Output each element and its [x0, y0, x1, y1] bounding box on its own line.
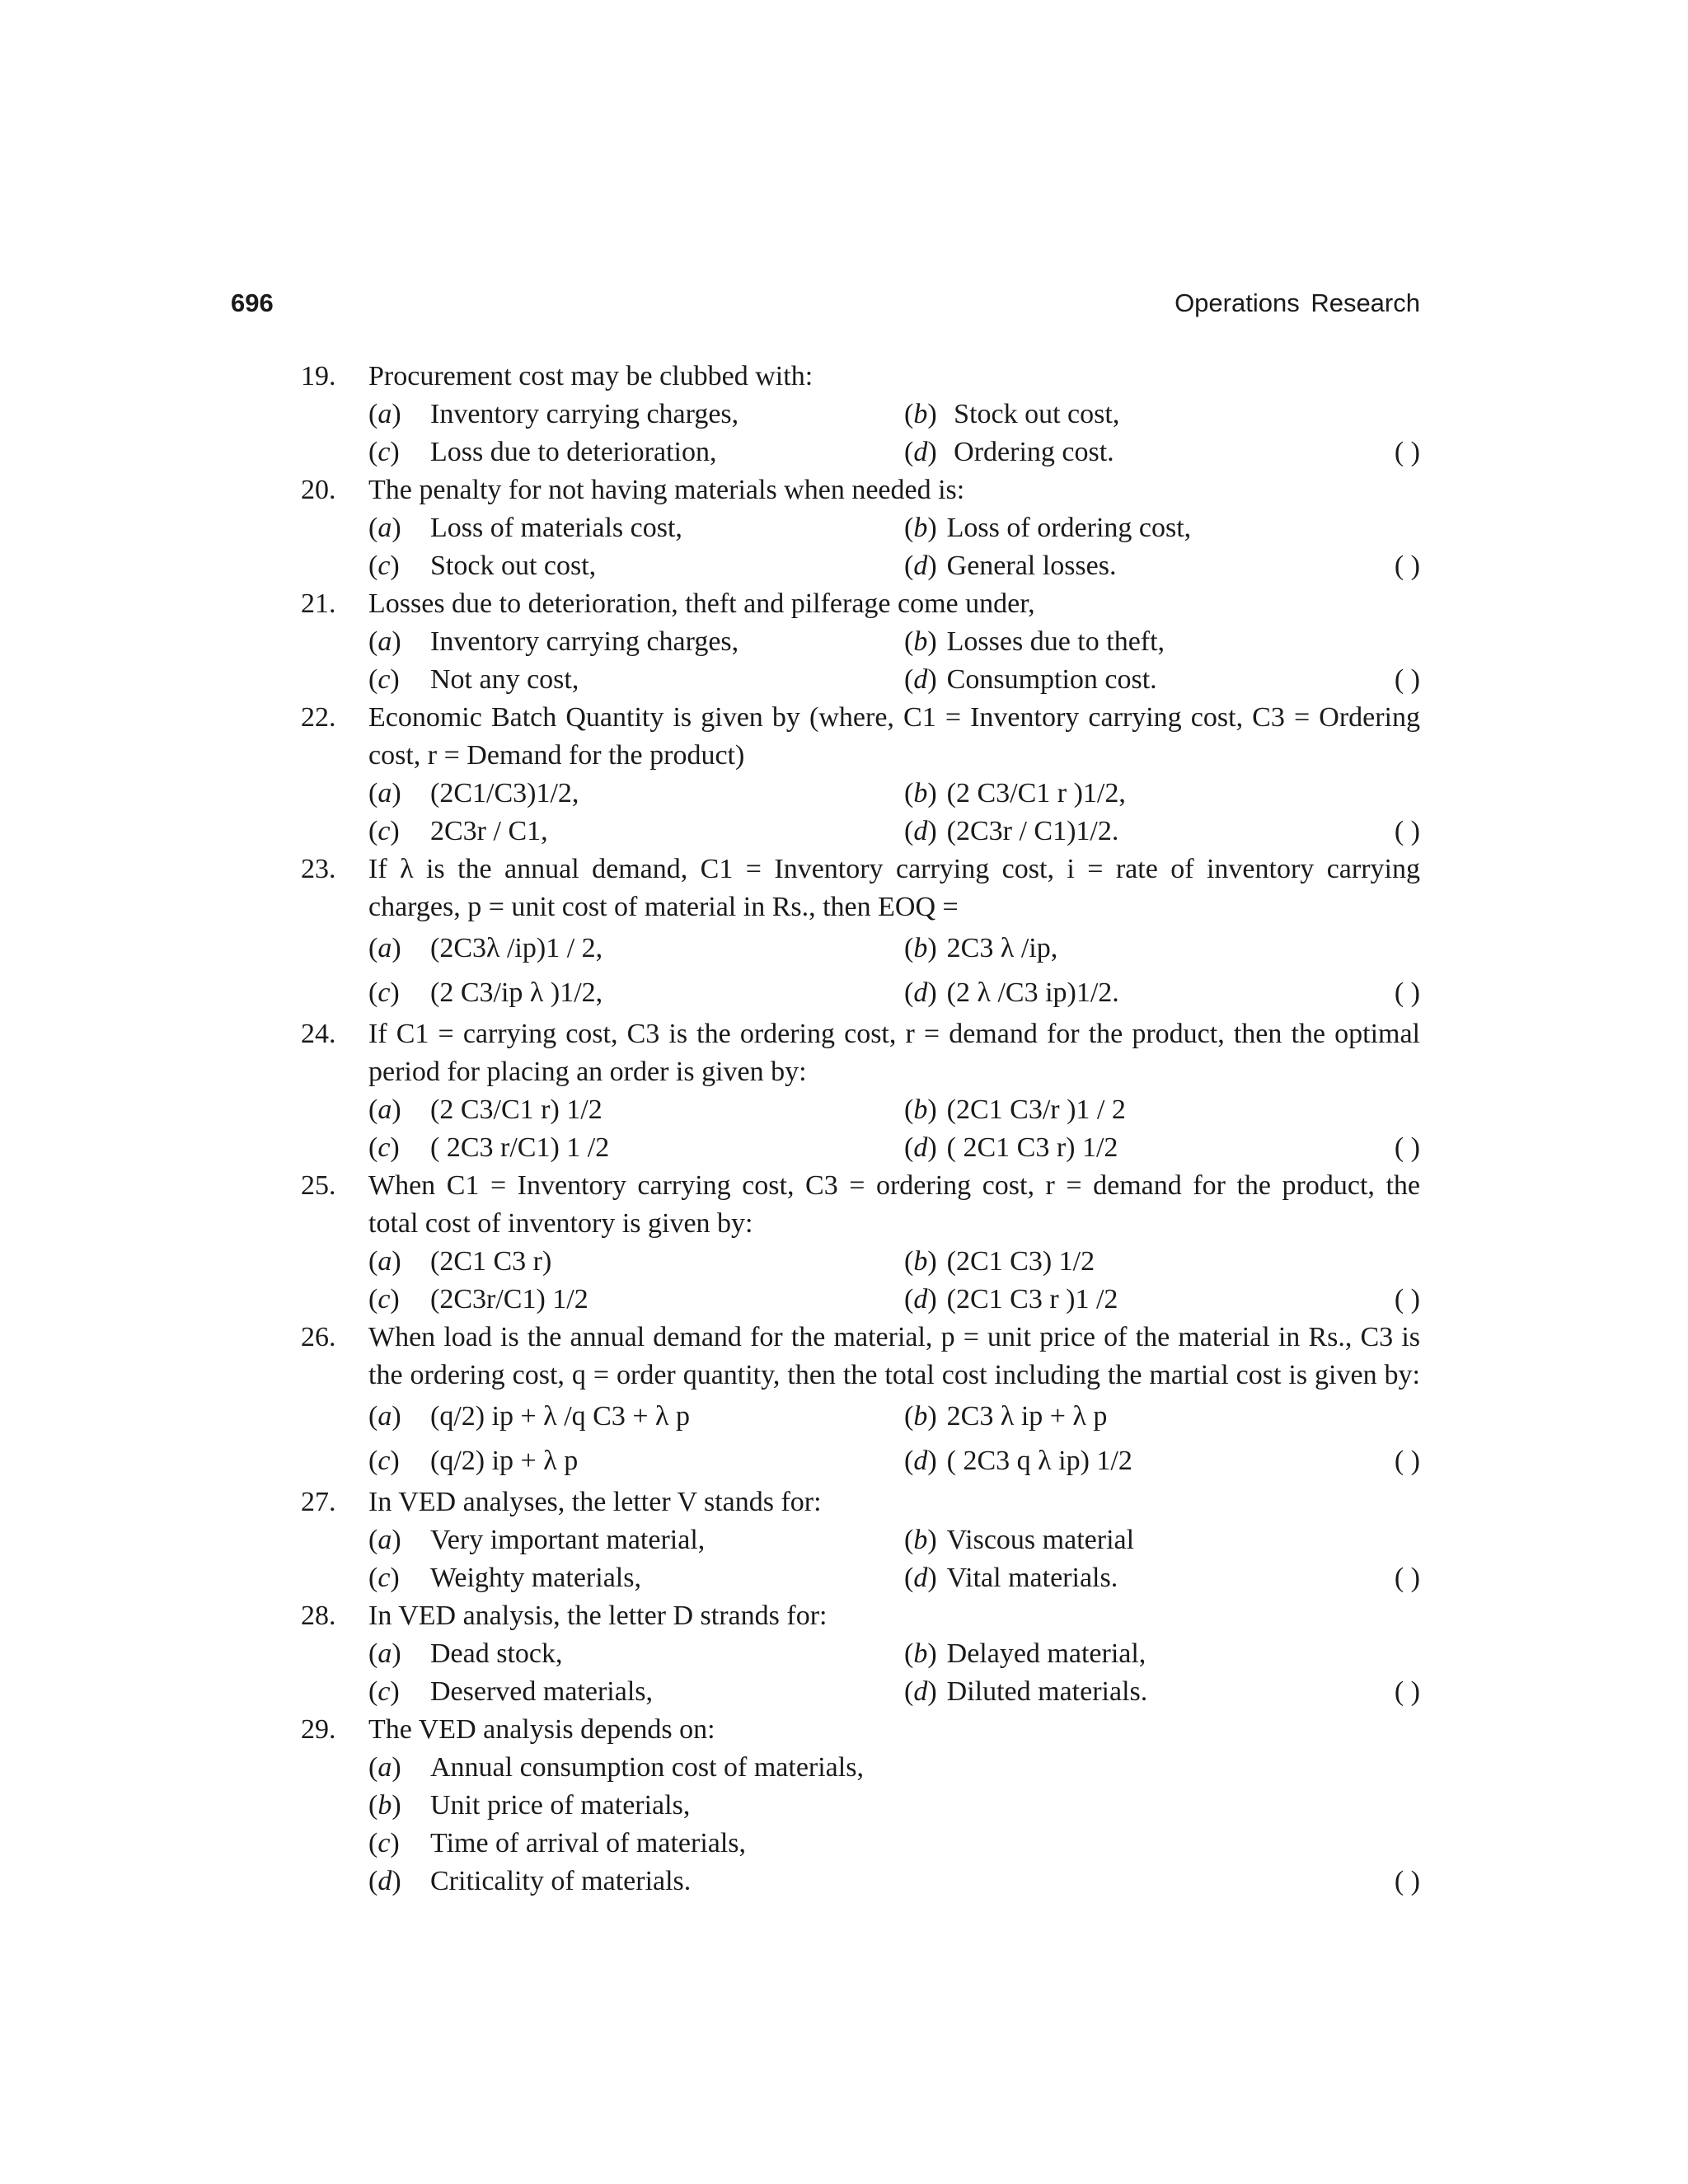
answer-blank[interactable]: ( )	[1394, 977, 1420, 1008]
option-text: Dead stock,	[430, 1638, 563, 1669]
option-d: (d) (2C1 C3 r )1 /2	[904, 1284, 1118, 1315]
question-number: 27.	[301, 1487, 336, 1517]
question-number: 28.	[301, 1601, 336, 1631]
option-a: (a) Dead stock,	[368, 1638, 563, 1669]
option-c: (c) Deserved materials,	[368, 1676, 653, 1707]
option-b: (b) Viscous material	[904, 1525, 1135, 1555]
question-text: In VED analysis, the letter D strands for:	[368, 1601, 828, 1631]
option-text: Losses due to theft,	[946, 626, 1165, 657]
option-text: Delayed material,	[946, 1638, 1146, 1669]
question-22	[301, 699, 1420, 851]
option-a: (a) Annual consumption cost of materials,	[368, 1752, 864, 1783]
question-number: 21.	[301, 588, 336, 619]
answer-blank[interactable]: ( )	[1394, 1284, 1420, 1315]
option-d: (d) Consumption cost.	[904, 664, 1157, 695]
option-text: Not any cost,	[430, 664, 579, 695]
option-text: (2C1 C3) 1/2	[946, 1246, 1095, 1277]
option-text: Ordering cost.	[954, 437, 1114, 467]
question-28	[301, 1597, 1420, 1711]
option-c: (c) Time of arrival of materials,	[368, 1828, 747, 1858]
question-number: 24.	[301, 1019, 336, 1049]
option-text: (2C1 C3 r)	[430, 1246, 552, 1277]
option-a: (a) Loss of materials cost,	[368, 513, 682, 543]
question-text: When load is the annual demand for the material, p = unit price of the material in Rs., C3 is	[368, 1322, 1420, 1352]
option-c: (c) Not any cost,	[368, 664, 579, 695]
option-c: (c) (2C3r/C1) 1/2	[368, 1284, 588, 1315]
answer-blank[interactable]: ( )	[1394, 551, 1420, 581]
option-b: (b) (2C1 C3/r )1 / 2	[904, 1094, 1126, 1125]
option-text: General losses.	[946, 551, 1117, 581]
option-c: (c) (2 C3/ip λ )1/2,	[368, 977, 603, 1008]
option-text: ( 2C3 r/C1) 1 /2	[430, 1132, 610, 1163]
option-text: (2C3r / C1)1/2.	[946, 816, 1119, 846]
question-number: 26.	[301, 1322, 336, 1352]
question-text: If λ is the annual demand, C1 = Inventory carrying cost, i = rate of inventory carrying	[368, 854, 1420, 884]
question-24	[301, 1015, 1420, 1167]
question-26	[301, 1319, 1420, 1483]
question-text-continued: the ordering cost, q = order quantity, then the total cost including the martial cost is given by:	[368, 1360, 1420, 1390]
option-b: (b) 2C3 λ ip + λ p	[904, 1401, 1108, 1432]
question-number: 23.	[301, 854, 336, 884]
option-d: (d) Criticality of materials.	[368, 1866, 692, 1896]
running-title: Operations Research	[1175, 288, 1420, 317]
option-c: (c) Stock out cost,	[368, 551, 597, 581]
option-b: (b) Unit price of materials,	[368, 1790, 691, 1821]
option-c: (c) ( 2C3 r/C1) 1 /2	[368, 1132, 610, 1163]
question-text-continued: cost, r = Demand for the product)	[368, 740, 745, 771]
question-text: When C1 = Inventory carrying cost, C3 = ordering cost, r = demand for the product, the	[368, 1170, 1420, 1201]
option-text: 2C3r / C1,	[430, 816, 548, 846]
option-c: (c) Weighty materials,	[368, 1563, 641, 1593]
option-text: 2C3 λ ip + λ p	[946, 1401, 1108, 1432]
option-text: Consumption cost.	[946, 664, 1157, 695]
option-a: (a) (2 C3/C1 r) 1/2	[368, 1094, 603, 1125]
question-number: 25.	[301, 1170, 336, 1201]
option-b: (b) Stock out cost,	[904, 399, 1120, 429]
question-number: 19.	[301, 361, 336, 391]
option-text: (2 C3/C1 r )1/2,	[946, 778, 1126, 808]
question-21	[301, 585, 1420, 699]
option-text: Viscous material	[946, 1525, 1135, 1555]
question-text: If C1 = carrying cost, C3 is the ordering cost, r = demand for the product, then the optimal	[368, 1019, 1420, 1049]
answer-blank[interactable]: ( )	[1394, 437, 1420, 467]
option-text: Unit price of materials,	[430, 1790, 691, 1821]
option-c: (c) Loss due to deterioration,	[368, 437, 717, 467]
answer-blank[interactable]: ( )	[1394, 664, 1420, 695]
option-b: (b) Losses due to theft,	[904, 626, 1165, 657]
question-list	[301, 358, 1420, 1900]
question-number: 22.	[301, 702, 336, 733]
question-text: Losses due to deterioration, theft and pilferage come under,	[368, 588, 1035, 619]
option-c: (c) 2C3r / C1,	[368, 816, 548, 846]
option-text: (2C1/C3)1/2,	[430, 778, 579, 808]
option-text: Loss due to deterioration,	[430, 437, 717, 467]
option-text: (2C1 C3 r )1 /2	[946, 1284, 1118, 1315]
option-a: (a) (2C1 C3 r)	[368, 1246, 552, 1277]
page-number: 696	[231, 288, 274, 317]
option-b: (b) 2C3 λ /ip,	[904, 933, 1058, 963]
option-a: (a) (q/2) ip + λ /q C3 + λ p	[368, 1401, 690, 1432]
option-text: Loss of materials cost,	[430, 513, 682, 543]
answer-blank[interactable]: ( )	[1394, 1866, 1420, 1896]
question-text-continued: period for placing an order is given by:	[368, 1057, 807, 1087]
question-19	[301, 358, 1420, 471]
option-text: Stock out cost,	[430, 551, 597, 581]
answer-blank[interactable]: ( )	[1394, 1132, 1420, 1163]
option-d: (d) Vital materials.	[904, 1563, 1118, 1593]
question-text: The penalty for not having materials when needed is:	[368, 475, 965, 505]
option-text: Annual consumption cost of materials,	[430, 1752, 864, 1783]
option-b: (b) (2 C3/C1 r )1/2,	[904, 778, 1126, 808]
option-b: (b) (2C1 C3) 1/2	[904, 1246, 1095, 1277]
option-text: (2C3r/C1) 1/2	[430, 1284, 588, 1315]
question-number: 29.	[301, 1714, 336, 1745]
option-b: (b) Delayed material,	[904, 1638, 1146, 1669]
option-c: (c) (q/2) ip + λ p	[368, 1446, 579, 1476]
option-text: Deserved materials,	[430, 1676, 653, 1707]
answer-blank[interactable]: ( )	[1394, 1446, 1420, 1476]
option-text: Diluted materials.	[946, 1676, 1148, 1707]
question-27	[301, 1483, 1420, 1597]
option-text: Time of arrival of materials,	[430, 1828, 747, 1858]
option-a: (a) (2C1/C3)1/2,	[368, 778, 579, 808]
question-text: In VED analyses, the letter V stands for:	[368, 1487, 822, 1517]
option-a: (a) (2C3λ /ip)1 / 2,	[368, 933, 603, 963]
option-d: (d) ( 2C1 C3 r) 1/2	[904, 1132, 1118, 1163]
option-d: (d) Diluted materials.	[904, 1676, 1148, 1707]
option-text: (2C1 C3/r )1 / 2	[946, 1094, 1126, 1125]
question-number: 20.	[301, 475, 336, 505]
answer-blank[interactable]: ( )	[1394, 816, 1420, 846]
answer-blank[interactable]: ( )	[1394, 1563, 1420, 1593]
option-d: (d) General losses.	[904, 551, 1117, 581]
option-b: (b) Loss of ordering cost,	[904, 513, 1192, 543]
option-text: (2C3λ /ip)1 / 2,	[430, 933, 603, 963]
option-text: Criticality of materials.	[430, 1866, 692, 1896]
question-25	[301, 1167, 1420, 1319]
option-text: ( 2C1 C3 r) 1/2	[946, 1132, 1118, 1163]
question-text: Economic Batch Quantity is given by (where, C1 = Inventory carrying cost, C3 = Ordering	[368, 702, 1420, 733]
option-d: (d) (2 λ /C3 ip)1/2.	[904, 977, 1119, 1008]
answer-blank[interactable]: ( )	[1394, 1676, 1420, 1707]
option-text: ( 2C3 q λ ip) 1/2	[946, 1446, 1132, 1476]
option-d: (d) (2C3r / C1)1/2.	[904, 816, 1119, 846]
option-text: (q/2) ip + λ /q C3 + λ p	[430, 1401, 690, 1432]
question-text: The VED analysis depends on:	[368, 1714, 715, 1745]
option-text: (2 C3/ip λ )1/2,	[430, 977, 603, 1008]
question-29	[301, 1711, 1420, 1900]
question-text-continued: charges, p = unit cost of material in Rs., then EOQ =	[368, 892, 959, 922]
option-text: (2 C3/C1 r) 1/2	[430, 1094, 603, 1125]
question-20	[301, 471, 1420, 585]
option-text: Very important material,	[430, 1525, 706, 1555]
question-text: Procurement cost may be clubbed with:	[368, 361, 814, 391]
question-text-continued: total cost of inventory is given by:	[368, 1208, 753, 1239]
option-text: Stock out cost,	[954, 399, 1120, 429]
option-text: (2 λ /C3 ip)1/2.	[946, 977, 1119, 1008]
option-d: (d) Ordering cost.	[904, 437, 1114, 467]
option-text: (q/2) ip + λ p	[430, 1446, 579, 1476]
option-text: Vital materials.	[946, 1563, 1118, 1593]
option-a: (a) Inventory carrying charges,	[368, 399, 739, 429]
option-text: 2C3 λ /ip,	[946, 933, 1058, 963]
question-23	[301, 851, 1420, 1015]
option-text: Loss of ordering cost,	[946, 513, 1192, 543]
option-d: (d) ( 2C3 q λ ip) 1/2	[904, 1446, 1132, 1476]
option-a: (a) Very important material,	[368, 1525, 706, 1555]
option-text: Inventory carrying charges,	[430, 626, 739, 657]
option-text: Inventory carrying charges,	[430, 399, 739, 429]
option-text: Weighty materials,	[430, 1563, 641, 1593]
option-a: (a) Inventory carrying charges,	[368, 626, 739, 657]
